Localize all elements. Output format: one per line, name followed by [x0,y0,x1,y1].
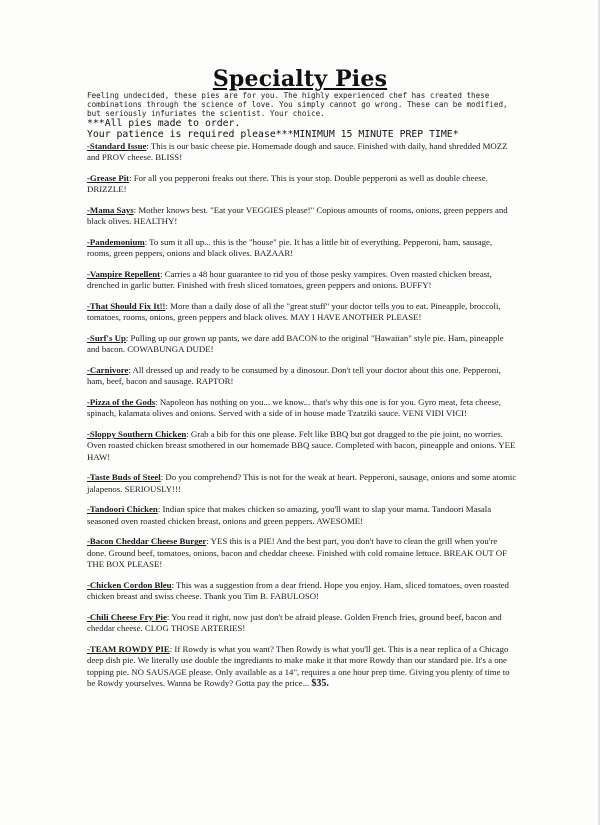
pie-item: -Bacon Cheddar Cheese Burger: YES this is a PIE! And the best part, you don't have to clean the grill when you're done. Ground beef, tomatoes, onions, bacon and cheddar cheese. Finished with cold romaine lettuce. BREAK OUT OF THE BOX PLEASE! [87,536,508,570]
pie-name: -Chili Cheese Fry Pie [87,611,167,622]
pie-name: -Taste Buds of Steel [87,472,161,483]
pie-name: -Tandoori Chicken [87,504,158,515]
pie-name: -Carnivore [87,365,129,375]
pie-name: -Standard Issue [87,141,147,151]
pie-name: -Bacon Cheddar Cheese Burger [87,536,207,547]
pie-item: -That Should Fix It!!: More than a daily dose of all the "great stuff" your doctor tells you to eat. Pineapple, broccoli, tomatoes, rooms, onions, green peppers and black olives. MAY I HAVE ANOTHER PLEASE! [87,301,501,323]
pie-description: All dressed up and ready to be consumed by a dinosour. Don't tell your doctor about this one. Pepperoni, ham, beef, bacon and sausage. RAPTOR! [87,365,501,387]
pie-item: -Vampire Repellent: Carries a 48 hour guarantee to rid you of those pesky vampires. Oven roasted chicken breast, drenched in garlic butter. Finished with fresh sliced tomatoes, green peppers and onions. BUFFY! [87,269,492,291]
pie-price: $35. [311,678,329,690]
pie-description: This was a suggestion from a dear friend. Hope you enjoy. Ham, sliced tomatoes, oven roasted chicken breast and swiss cheese. Thank you Tim B. FABULOSO! [87,579,509,602]
pie-description: Carries a 48 hour guarantee to rid you of those pesky vampires. Oven roasted chicken breast, drenched in garlic butter. Finished with fresh sliced tomatoes, green peppers and onions. BUFFY! [87,269,492,291]
pie-item: -TEAM ROWDY PIE: If Rowdy is what you want? Then Rowdy is what you'll get. This is a near replica of a Chicago deep dish pie. We literally use double the ingrediants to make make it that more Rowdy than our standard pie. It's a one topping pie. NO SAUSAGE please. Only available as a 14", requires a one hour prep time. Giving you plenty of time to be Rowdy yourselves. Wanna be Rowdy? Gotta pay the price... $35. [87,643,510,690]
pie-description: This is our basic cheese pie. Homemade dough and sauce. Finished with daily, hand shredded MOZZ and PROV cheese. BLISS! [87,141,508,163]
page-title: Specialty Pies [212,66,388,92]
pie-name: -Grease Pit [87,173,130,183]
pie-item: -Carnivore: All dressed up and ready to be consumed by a dinosour. Don't tell your doctor about this one. Pepperoni, ham, beef, bacon and sausage. RAPTOR! [87,365,501,387]
pie-name: -Pizza of the Gods [87,397,156,407]
pie-description: Napoleon has nothing on you... we know... that's why this one is for you. Gyro meat, feta cheese, spinach, kalamata olives and onions. Served with a side of in house made Tzatziki sauce. VENI VIDI VICI! [87,397,501,419]
pie-name: -Vampire Repellent [87,269,161,279]
pie-list [87,141,517,699]
pie-name: -Mama Says [87,205,134,215]
pie-description: Grab a bib for this one please. Felt like BBQ but got dragged to the pie joint, no worries. Oven roasted chicken breast smothered in our homemade BBQ sauce. Completed with bacon, pineapple and onions. YEE HAW! [87,429,516,462]
pie-description: Mother knows best. "Eat your VEGGIES please!" Copious amounts of rooms, onions, green peppers and black olives. HEALTHY! [87,205,508,227]
notice-line-1: ***All pies made to order. [87,118,241,129]
intro-text: Feeling undecided, these pies are for you. The highly experienced chef has created these combinations through the science of love. You simply cannot go wrong. These can be modified, but seriously infuriates the scientist. Your choice. [87,91,508,119]
pie-item: -Taste Buds of Steel: Do you comprehend? This is not for the weak at heart. Pepperoni, sausage, onions and some atomic jalapenos. SERIOUSLY!!! [87,472,517,494]
pie-item: -Chicken Cordon Bleu: This was a suggestion from a dear friend. Hope you enjoy. Ham, sliced tomatoes, oven roasted chicken breast and swiss cheese. Thank you Tim B. FABULOSO! [87,579,509,602]
pie-name: -Sloppy Southern Chicken [87,429,187,439]
pie-item: -Sloppy Southern Chicken: Grab a bib for this one please. Felt like BBQ but got dragged to the pie joint, no worries. Oven roasted chicken breast smothered in our homemade BBQ sauce. Completed with bacon, pineapple and onions. YEE HAW! [87,429,516,462]
pie-name: -That Should Fix It!! [87,301,166,311]
pie-description: Indian spice that makes chicken so amazing, you'll want to slap your mama. Tandoori Masala seasoned oven roasted chicken breast, onions and green peppers. AWESOME! [87,504,492,526]
pie-item: -Grease Pit: For all you pepperoni freaks out there. This is your stop. Double pepperoni as well as double cheese. DRIZZLE! [87,173,488,195]
pie-description: If Rowdy is what you want? Then Rowdy is what you'll get. This is a near replica of a Chicago deep dish pie. We literally use double the ingrediants to make make it that more Rowdy than our standard pie. It's a one topping pie. NO SAUSAGE please. Only available as a 14", requires a one hour prep time. Giving you plenty of time to be Rowdy yourselves. Wanna be Rowdy? Gotta pay the price... [87,643,510,689]
pie-item: -Pizza of the Gods: Napoleon has nothing on you... we know... that's why this one is for you. Gyro meat, feta cheese, spinach, kalamata olives and onions. Served with a side of in house made Tzatziki sauce. VENI VIDI VICI! [87,397,501,419]
pie-description: YES this is a PIE! And the best part, you don't have to clean the grill when you're done. Ground beef, tomatoes, onions, bacon and cheddar cheese. Finished with cold romaine lettuce. BREAK OUT OF THE BOX PLEASE! [87,536,508,570]
pie-description: For all you pepperoni freaks out there. This is your stop. Double pepperoni as well as double cheese. DRIZZLE! [87,173,488,195]
pie-item: -Mama Says: Mother knows best. "Eat your VEGGIES please!" Copious amounts of rooms, onions, green peppers and black olives. HEALTHY! [87,205,508,227]
pie-description: More than a daily dose of all the "great stuff" your doctor tells you to eat. Pineapple, broccoli, tomatoes, rooms, onions, green peppers and black olives. MAY I HAVE ANOTHER PLEASE! [87,301,501,323]
pie-name: -TEAM ROWDY PIE [87,643,170,654]
pie-description: You read it right, now just don't be afraid please. Golden French fries, ground beef, bacon and cheddar cheese. CLOG THOSE ARTERIES! [87,611,502,634]
pie-description: Pulling up our grown up pants, we dare add BACON to the original "Hawaiian" style pie. Ham, pineapple and bacon. COWABUNGA DUDE! [87,333,504,355]
pie-name: -Chicken Cordon Bleu [87,579,172,590]
pie-item: -Pandemonium: To sum it all up... this is the "house" pie. It has a little bit of everything. Pepperoni, ham, sausage, rooms, green peppers, onions and black olives. BAZAAR! [87,237,493,259]
order-notice [87,118,517,140]
pie-description: Do you comprehend? This is not for the weak at heart. Pepperoni, sausage, onions and some atomic jalapenos. SERIOUSLY!!! [87,472,517,494]
pie-item: -Tandoori Chicken: Indian spice that makes chicken so amazing, you'll want to slap your mama. Tandoori Masala seasoned oven roasted chicken breast, onions and green peppers. AWESOME! [87,504,492,526]
notice-line-2: Your patience is required please***MINIMUM 15 MINUTE PREP TIME* [87,129,459,140]
pie-name: -Surf's Up [87,333,126,343]
pie-item: -Surf's Up: Pulling up our grown up pants, we dare add BACON to the original "Hawaiian" style pie. Ham, pineapple and bacon. COWABUNGA DUDE! [87,333,504,355]
pie-name: -Pandemonium [87,237,145,247]
pie-item: -Standard Issue: This is our basic cheese pie. Homemade dough and sauce. Finished with daily, hand shredded MOZZ and PROV cheese. BLISS! [87,141,508,163]
pie-description: To sum it all up... this is the "house" pie. It has a little bit of everything. Pepperoni, ham, sausage, rooms, green peppers, onions and black olives. BAZAAR! [87,237,493,259]
pie-item: -Chili Cheese Fry Pie: You read it right, now just don't be afraid please. Golden French fries, ground beef, bacon and cheddar cheese. CLOG THOSE ARTERIES! [87,611,502,634]
